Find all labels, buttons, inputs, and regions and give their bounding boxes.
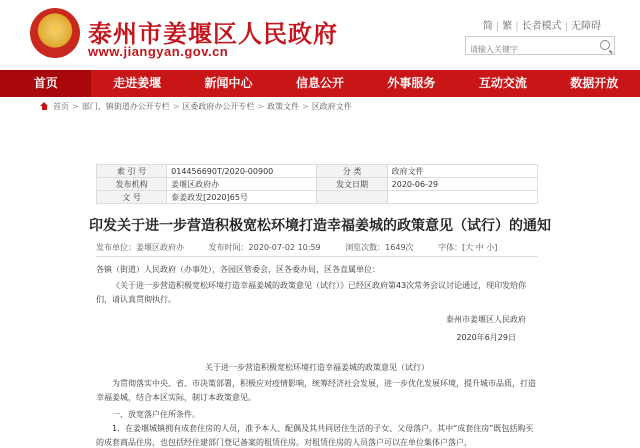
article-meta	[96, 242, 538, 253]
top-links: 简 | 繁 | 长者模式 | 无障碍	[480, 17, 604, 32]
nav-home[interactable]: 首页	[0, 70, 91, 97]
meta-key: 索 引 号	[97, 165, 167, 178]
breadcrumb-dept[interactable]: 部门、镇街道办公开专栏	[81, 102, 170, 111]
signatory: 泰州市姜堰区人民政府	[446, 315, 526, 324]
meta-key	[317, 191, 387, 204]
link-traditional[interactable]: 繁	[502, 21, 513, 32]
link-elder-mode[interactable]: 长者模式	[521, 21, 562, 32]
salutation: 各镇（街道）人民政府（办事处），各园区管委会，区各委办局，区各直属单位：	[96, 265, 380, 274]
meta-value: 泰姜政发[2020]65号	[167, 191, 317, 204]
meta-value: 2020-06-29	[387, 178, 537, 191]
nav-info-disclosure[interactable]: 信息公开	[295, 76, 344, 90]
search-icon[interactable]	[600, 40, 610, 50]
meta-key: 文 号	[97, 191, 167, 204]
nav-open-data[interactable]: 数据开放	[570, 76, 619, 90]
national-emblem-icon	[30, 8, 80, 58]
table-row	[97, 191, 538, 204]
document-meta-table	[96, 164, 538, 204]
article-source: 发布单位：姜堰区政府办	[96, 243, 184, 252]
meta-value: 姜堰区政府办	[167, 178, 317, 191]
site-domain: www.jiangyan.gov.cn	[88, 44, 229, 59]
section-heading: 一、放宽落户住所条件。	[112, 410, 200, 419]
meta-value	[387, 191, 537, 204]
site-title[interactable]: 泰州市姜堰区人民政府	[88, 20, 338, 48]
meta-key: 发文日期	[317, 178, 387, 191]
breadcrumb-district-docs[interactable]: 区政府文件	[311, 102, 352, 111]
breadcrumb-office[interactable]: 区委政府办公开专栏	[182, 102, 255, 111]
meta-value: 014456690T/2020-00900	[167, 165, 317, 178]
table-row	[97, 165, 538, 178]
signed-date: 2020年6月29日	[456, 333, 516, 342]
site-header	[0, 0, 640, 70]
link-accessibility[interactable]: 无障碍	[571, 21, 601, 32]
meta-value: 政府文件	[387, 165, 537, 178]
article-views: 浏览次数：1649次	[345, 243, 414, 252]
search-input[interactable]	[466, 41, 594, 58]
divider	[96, 256, 538, 257]
nav-interaction[interactable]: 互动交流	[478, 76, 527, 90]
breadcrumb: 首页 > 部门、镇街道办公开专栏 > 区委政府办公开专栏 > 政策文件 > 区政府文件	[40, 101, 352, 112]
intro-paragraph: 为贯彻落实中央、省、市决策部署，积极应对疫情影响，统筹经济社会发展，进一步优化发展环境，提升城市品质，打造幸福姜城，结合本区实际，制订本政策意见。	[96, 379, 536, 402]
policy-subtitle: 关于进一步营造积极宽松环境打造幸福姜城的政策意见（试行）	[205, 363, 429, 372]
breadcrumb-home[interactable]: 首页	[53, 102, 69, 111]
article-published: 发布时间：2020-07-02 10:59	[208, 243, 321, 252]
section-body: 1．在姜堰城镇拥有成套住房的人员，准予本人、配偶及其共同居住生活的子女、父母落户。其中“成套住房”既包括购买的成套商品住房，也包括经住建部门登记备案的租赁住房。对租赁住房的人员落户可以在单位集体户落户，	[96, 424, 534, 447]
nav-services[interactable]: 外事服务	[387, 76, 436, 90]
link-simplified[interactable]: 简	[482, 21, 493, 32]
search-box	[465, 36, 615, 55]
body-paragraph: 《关于进一步营造积极宽松环境打造幸福姜城的政策意见（试行）》已经区政府第43次常务会议讨论通过，现印发给你们，请认真贯彻执行。	[96, 281, 527, 304]
breadcrumb-policy[interactable]: 政策文件	[267, 102, 300, 111]
home-icon	[40, 102, 49, 110]
nav-about[interactable]: 走进姜堰	[113, 76, 162, 90]
article-title: 印发关于进一步营造积极宽松环境打造幸福姜城的政策意见（试行）的通知	[89, 218, 551, 234]
table-row	[97, 178, 538, 191]
meta-key: 发布机构	[97, 178, 167, 191]
meta-key: 分 类	[317, 165, 387, 178]
main-nav	[0, 70, 640, 97]
nav-news[interactable]: 新闻中心	[204, 76, 253, 90]
font-size-control[interactable]: 字体：[大 中 小]	[438, 243, 498, 252]
